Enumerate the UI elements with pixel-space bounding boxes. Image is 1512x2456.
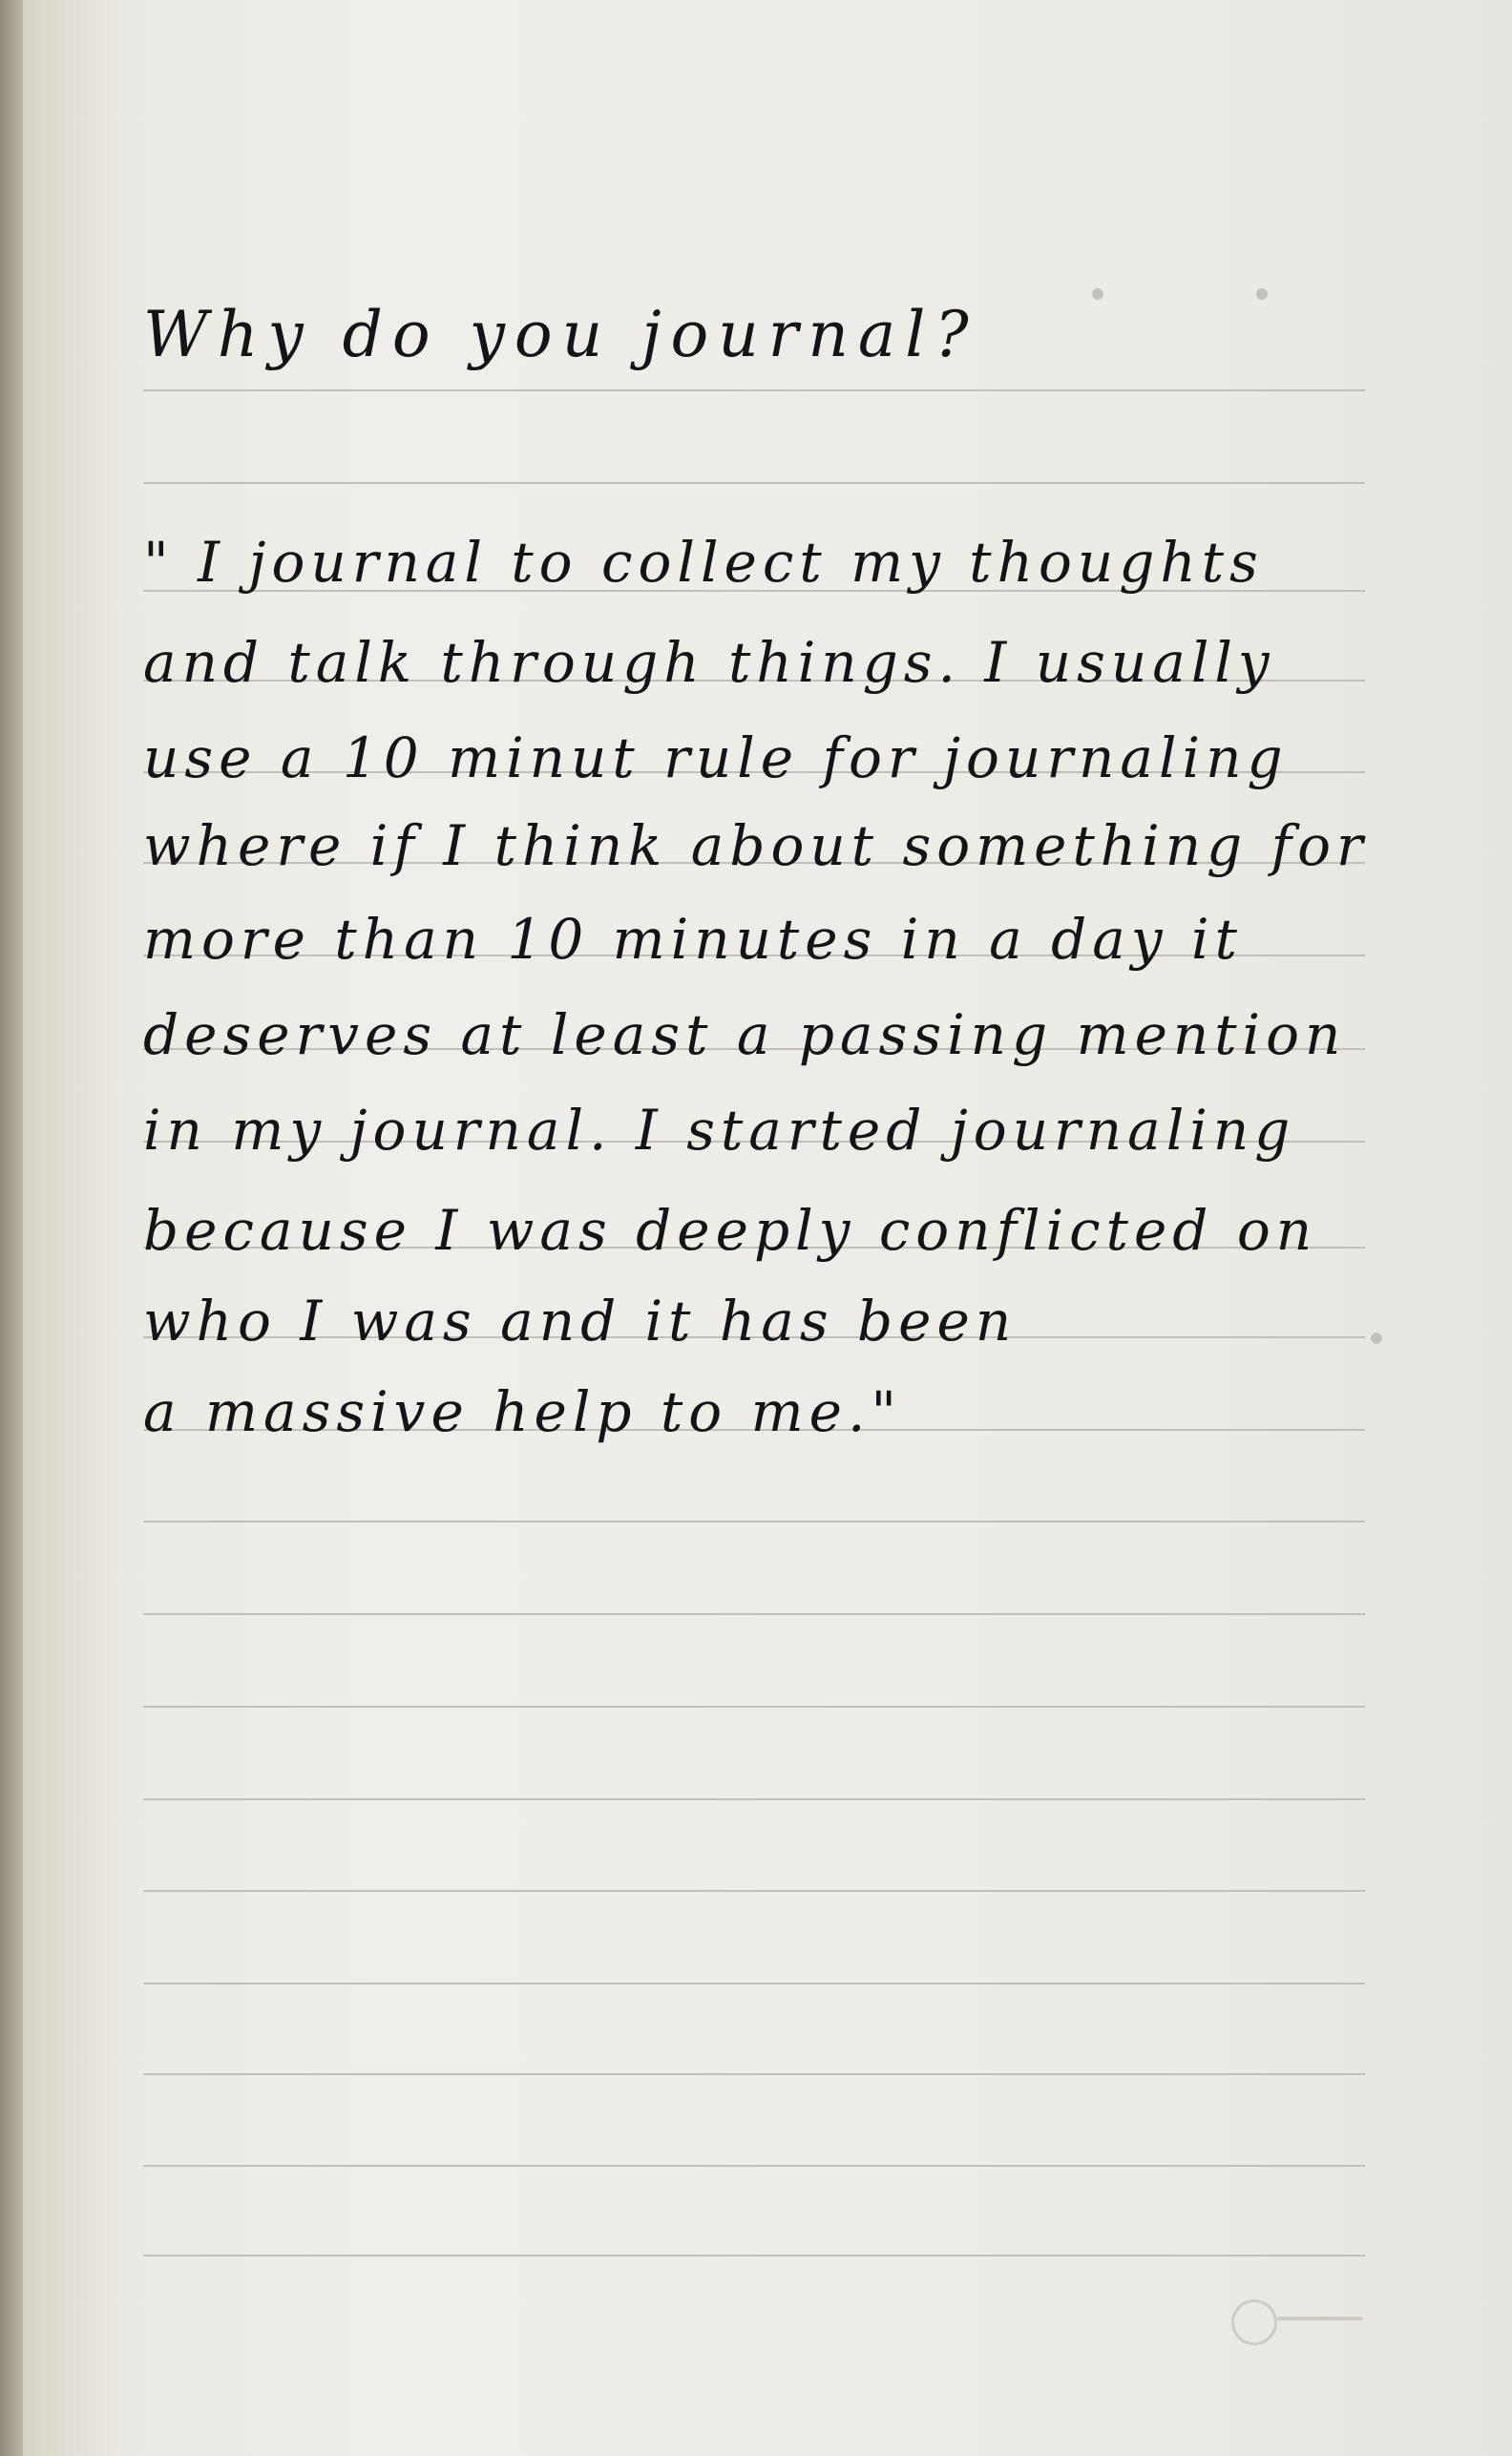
ruled-line (143, 1798, 1365, 1800)
ruled-line (143, 389, 1365, 391)
ruled-line (143, 1706, 1365, 1708)
journal-answer-line: because I was deeply conflicted on (143, 1198, 1318, 1263)
journal-answer-line: deserves at least a passing mention (143, 1002, 1347, 1067)
watermark-circle (1231, 2299, 1277, 2345)
journal-answer-line: who I was and it has been (143, 1289, 1018, 1354)
journal-answer-line: more than 10 minutes in a day it (143, 907, 1243, 972)
journal-answer-line: a massive help to me." (143, 1379, 903, 1444)
ruled-line (143, 2255, 1365, 2257)
notebook-binding (0, 0, 23, 2456)
ruled-line (143, 1983, 1365, 1984)
journal-question: Why do you journal? (143, 298, 978, 371)
journal-answer-line: use a 10 minut rule for journaling (143, 725, 1289, 790)
journal-answer-line: " I journal to collect my thoughts (143, 530, 1264, 595)
ruled-line (143, 2165, 1365, 2167)
page-dot (1256, 288, 1268, 300)
ruled-line (143, 482, 1365, 484)
ruled-line (143, 1890, 1365, 1892)
ruled-line (143, 1521, 1365, 1522)
ruled-line (143, 2073, 1365, 2075)
journal-answer-line: and talk through things. I usually (143, 630, 1275, 695)
journal-answer-line: in my journal. I started journaling (143, 1098, 1296, 1163)
journal-answer-line: where if I think about something for (143, 813, 1369, 878)
watermark-scribble (1277, 2317, 1363, 2320)
page-dot (1092, 288, 1103, 300)
watermark-logo (1231, 2296, 1365, 2343)
ruled-line (143, 1613, 1365, 1615)
